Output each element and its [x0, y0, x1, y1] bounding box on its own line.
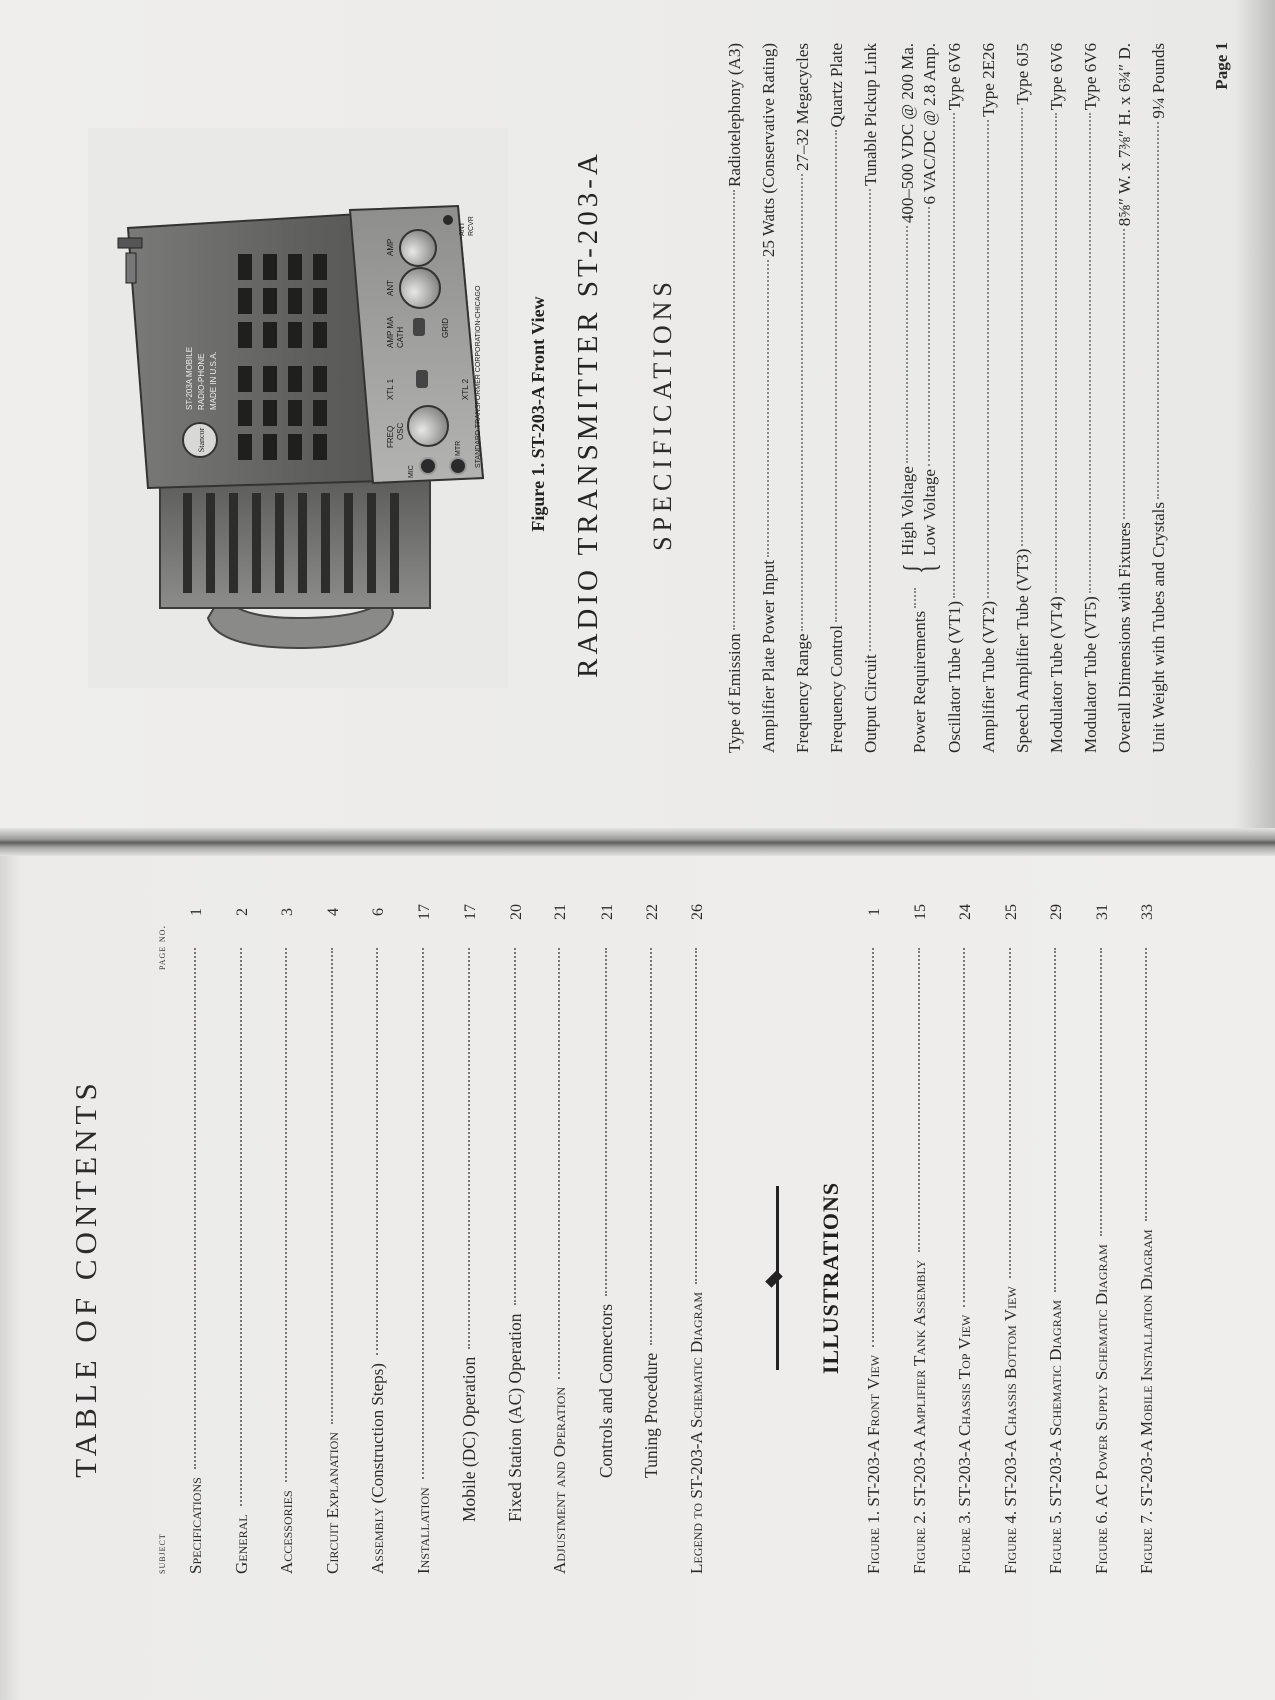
spec-label: Oscillator Tube (VT1) — [945, 600, 964, 753]
toc-entry — [277, 884, 323, 1574]
spec-row — [1149, 43, 1183, 753]
meter-toggle — [413, 318, 425, 336]
spec-label: Amplifier Plate Power Input — [759, 559, 778, 753]
label-xtl1: XTL 1 — [386, 378, 395, 400]
specifications-heading: SPECIFICATIONS — [648, 277, 677, 551]
illustration-label: Figure 4. ST-203-A Chassis Bottom View — [1000, 1286, 1020, 1574]
toc-entry-label: Specifications — [186, 1477, 205, 1574]
illustration-label: Figure 2. ST-203-A Amplifier Tank Assembly — [909, 1259, 929, 1574]
label-cath: CATH — [396, 326, 405, 348]
ant-knob — [400, 268, 440, 308]
book-fold — [0, 828, 1275, 856]
power-high-value: 400–500 VDC @ 200 Ma. — [898, 43, 917, 224]
illustration-page: 25 — [1002, 904, 1020, 920]
spec-label: Modulator Tube (VT4) — [1047, 596, 1066, 753]
page-one — [0, 0, 1275, 828]
toc-entry-page: 3 — [279, 908, 296, 916]
toc-page — [0, 856, 1275, 1700]
divider-ornament — [765, 1270, 783, 1288]
illustrations-title: ILLUSTRATIONS — [818, 1181, 843, 1375]
toc-entry-page: 17 — [415, 904, 433, 920]
spec-row — [793, 43, 827, 753]
spec-row — [945, 43, 979, 753]
power-line-low — [920, 43, 942, 556]
label-ant-rcvr-1: ANT — [459, 222, 466, 236]
spec-value: Type 6V6 — [1047, 43, 1066, 111]
toc-entry-page: 6 — [370, 908, 387, 916]
plate-line-3: MADE IN U.S.A. — [209, 351, 218, 410]
illustrations-list — [864, 884, 1183, 1574]
label-amp-ma: AMP MA — [386, 316, 395, 348]
spec-row — [725, 43, 759, 753]
toc-entry-label: Accessories — [277, 1490, 296, 1574]
illustration-entry — [1046, 884, 1092, 1574]
illustration-label: Figure 3. ST-203-A Chassis Top View — [955, 1314, 974, 1574]
amp-knob — [400, 230, 436, 266]
label-mtr: MTR — [455, 440, 462, 456]
illustration-label: Figure 5. ST-203-A Schematic Diagram — [1046, 1299, 1065, 1574]
spec-value: Type 6V6 — [945, 43, 964, 111]
spec-label: Amplifier Tube (VT2) — [979, 600, 998, 753]
toc-entry-label: Installation — [413, 1487, 433, 1574]
power-line-high — [898, 43, 920, 556]
mtr-jack — [450, 458, 466, 474]
spec-label: Type of Emission — [725, 633, 744, 753]
toc-entry-page: 26 — [688, 904, 706, 920]
spec-value: 8⅝″ W. x 7⅜″ H. x 6¾″ D. — [1115, 43, 1134, 227]
toc-title: TABLE OF CONTENTS — [68, 1078, 103, 1478]
spec-value: Tunable Pickup Link — [861, 43, 880, 186]
illustration-page: 15 — [911, 904, 929, 920]
toc-entry-label: Circuit Explanation — [322, 1432, 342, 1574]
label-xtl2: XTL 2 — [461, 378, 470, 400]
spec-row — [827, 43, 861, 753]
toc-entry-label — [368, 1363, 388, 1574]
toc-entry-label-extra: (Construction Steps) — [368, 1363, 387, 1508]
toc-entry — [232, 884, 278, 1574]
ant-jack — [443, 215, 453, 225]
toc-entry-page: 22 — [644, 904, 661, 920]
spec-row — [979, 43, 1013, 753]
spec-row — [759, 43, 793, 753]
illustration-page: 1 — [866, 908, 883, 916]
freq-toggle — [416, 370, 428, 388]
label-mic: MIC — [408, 465, 415, 478]
spec-label: Overall Dimensions with Fixtures — [1115, 522, 1134, 753]
label-freq: FREQ — [386, 425, 395, 448]
toc-entry-page: 4 — [324, 908, 342, 916]
toc-entry-label: Fixed Station (AC) Operation — [504, 1313, 525, 1522]
toc-entry — [641, 884, 687, 1574]
toc-entry-label: Adjustment and Operation — [550, 1386, 569, 1574]
illustration-label: Figure 6. AC Power Supply Schematic Diagram — [1091, 1244, 1111, 1574]
illustration-page: 29 — [1048, 904, 1065, 920]
spec-label: Power Requirements — [910, 610, 929, 753]
plate-line-2: RADIO-PHONE — [197, 353, 206, 410]
toc-entry-label: General — [231, 1514, 251, 1574]
mic-jack — [420, 458, 436, 474]
document-title: RADIO TRANSMITTER ST-203-A — [572, 150, 604, 678]
plate-line-1: ST-203A MOBILE — [185, 346, 194, 410]
illustration-label: Figure 1. ST-203-A Front View — [864, 1354, 883, 1574]
spec-label: Frequency Control — [827, 625, 846, 753]
spec-value: 27–32 Megacycles — [793, 43, 812, 171]
spec-row — [1013, 43, 1047, 753]
illustration-page: 31 — [1093, 904, 1111, 920]
label-osc: OSC — [396, 422, 405, 440]
toc-entry-page: 21 — [552, 904, 569, 920]
spec-value: Quartz Plate — [827, 43, 846, 128]
top-connector — [126, 253, 136, 283]
label-ant-rcvr-2: RCVR — [468, 216, 475, 236]
label-amp: AMP — [386, 238, 395, 256]
toc-entry-page: 2 — [233, 908, 251, 916]
brace: { — [895, 563, 944, 574]
subject-header: subject — [156, 1533, 168, 1574]
illustration-entry — [955, 884, 1001, 1574]
toc-entry — [323, 884, 369, 1574]
power-low-value: 6 VAC/DC @ 2.8 Amp. — [920, 43, 939, 205]
spec-label: Modulator Tube (VT5) — [1081, 596, 1100, 753]
power-high-label: High Voltage — [898, 466, 917, 556]
toc-entry-label: Legend to ST-203-A Schematic Diagram — [686, 1292, 706, 1574]
illustration-entry — [1001, 884, 1047, 1574]
badge-text: Stancor — [197, 427, 206, 453]
illustration-label: Figure 7. ST-203-A Mobile Installation Diagram — [1137, 1229, 1156, 1574]
spec-label: Frequency Range — [793, 633, 812, 753]
transmitter-illustration — [88, 128, 508, 688]
label-maker: STANDARD TRANSFORMER CORPORATION-CHICAGO — [475, 285, 482, 468]
antenna-post — [118, 238, 142, 248]
illustration-page: 33 — [1139, 904, 1156, 920]
toc-entry-page: 17 — [462, 904, 479, 920]
toc-entry — [459, 884, 505, 1574]
toc-entry — [414, 884, 460, 1574]
toc-entry-label: Tuning Procedure — [641, 1352, 661, 1478]
toc-entry — [687, 884, 733, 1574]
page-no-header: page no. — [156, 924, 168, 970]
spec-row — [1081, 43, 1115, 753]
spec-value: Type 6V6 — [1081, 43, 1100, 111]
toc-entry-label-main: Assembly — [368, 1507, 387, 1574]
osc-knob — [408, 406, 448, 446]
spec-row — [861, 43, 895, 753]
illustration-entry — [864, 884, 910, 1574]
spec-row — [1047, 43, 1081, 753]
spec-row — [1115, 43, 1149, 753]
toc-entry — [596, 884, 642, 1574]
label-ant: ANT — [386, 280, 395, 296]
spec-label: Unit Weight with Tubes and Crystals — [1149, 502, 1168, 753]
power-requirements-row — [895, 43, 945, 753]
spec-value: 25 Watts (Conservative Rating) — [759, 43, 778, 258]
power-low-label: Low Voltage — [920, 469, 939, 556]
figure-caption: Figure 1. ST-203-A Front View — [528, 296, 548, 532]
transmitter-photo — [88, 128, 508, 688]
spec-label: Speech Amplifier Tube (VT3) — [1013, 548, 1032, 753]
spec-value: Radiotelephony (A3) — [725, 43, 744, 187]
toc-entry — [186, 884, 232, 1574]
illustration-entry — [1092, 884, 1138, 1574]
specifications-list — [725, 43, 1183, 753]
toc-entry-label: Mobile (DC) Operation — [459, 1356, 479, 1522]
toc-entry-page: 1 — [188, 908, 205, 916]
toc-entry — [505, 884, 551, 1574]
toc-entry — [368, 884, 414, 1574]
page-number: Page 1 — [1212, 42, 1231, 90]
spec-value: Type 6J5 — [1013, 43, 1032, 105]
illustration-entry — [910, 884, 956, 1574]
illustration-page: 24 — [957, 904, 974, 920]
illustration-entry — [1137, 884, 1183, 1574]
toc-entry-page: 20 — [507, 904, 525, 920]
spec-value: Type 2E26 — [979, 43, 998, 117]
spec-label: Output Circuit — [861, 654, 880, 753]
spec-value: 9¼ Pounds — [1149, 43, 1168, 119]
toc-entry-page: 21 — [598, 904, 616, 920]
toc-entry — [550, 884, 596, 1574]
toc-entry-label: Controls and Connectors — [595, 1303, 616, 1478]
toc-list — [186, 884, 732, 1574]
label-grid: GRID — [441, 318, 450, 338]
